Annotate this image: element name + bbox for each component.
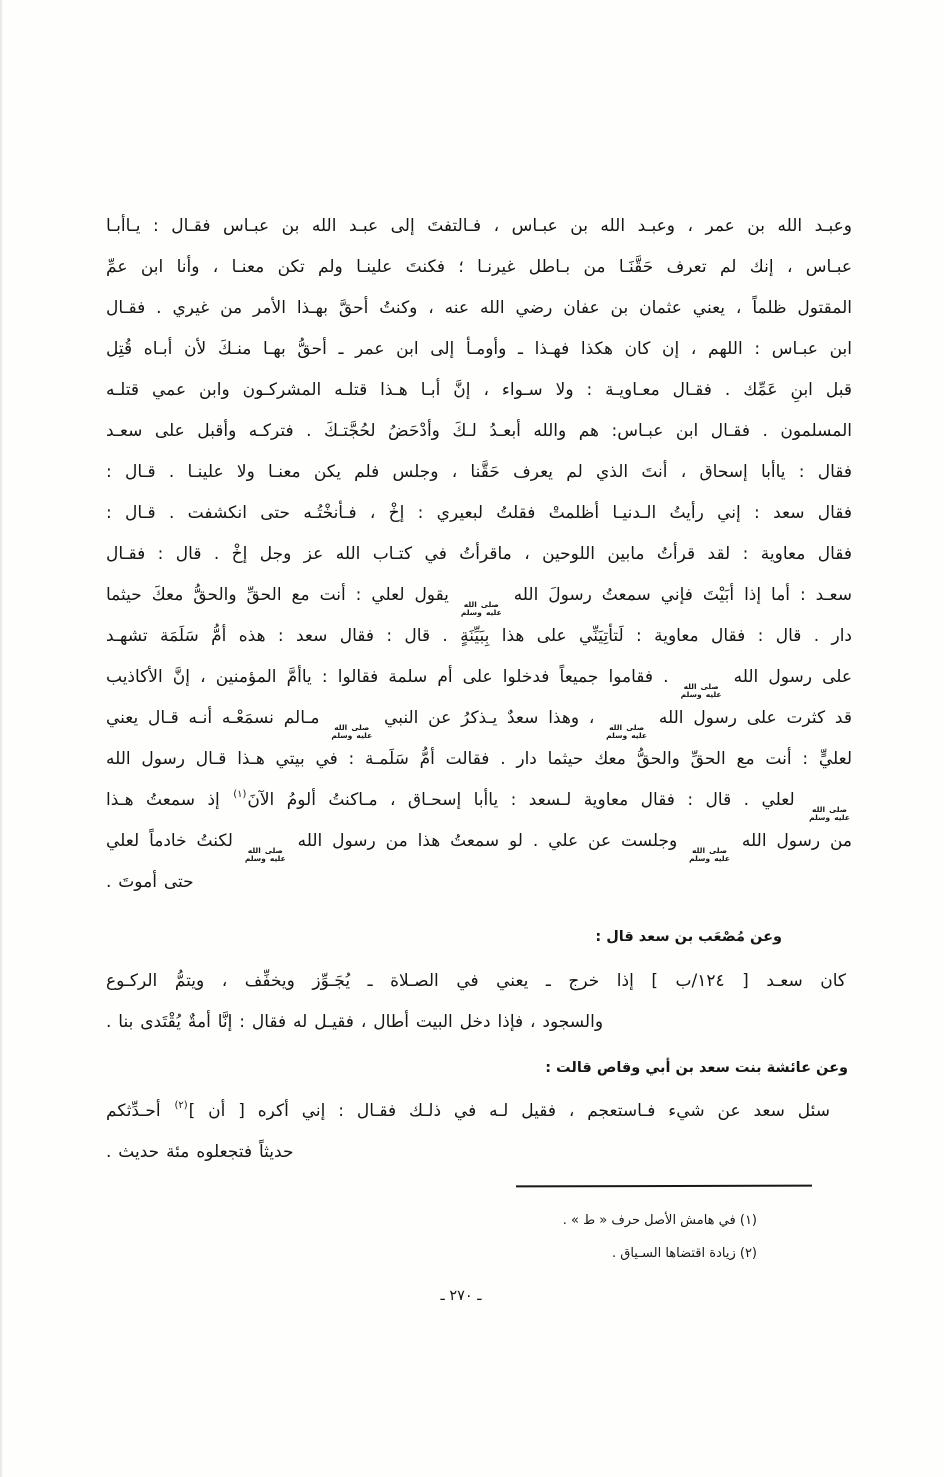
isnad-heading-aisha-bint-saad: وعن عائشة بنت سعد بن أبي وقاص قالت :	[545, 1060, 848, 1076]
salawat-seal-icon: صلى الله عليه وسلم	[689, 846, 730, 863]
paragraph-musab-narration	[106, 961, 852, 1043]
text-line: ابن عبـاس : اللهم ، إن كان هكذا فهـذا ـ وأومـأ إلى ابن عمر ـ أحقُّ بهـا منـكَ لأن أبـاه قُتِل	[106, 339, 852, 359]
salawat-seal-icon: صلى الله عليه وسلم	[809, 805, 850, 822]
salawat-seal-icon: صلى الله عليه وسلم	[606, 723, 648, 740]
text-line: عبـاس ، إنك لم تعرف حَقَّنَـا من بـاطل غيرنـا ؛ فكنتَ علينـا ولم تكن معنـا ، وأنا ابن عمِّ	[106, 257, 852, 277]
footnote-2: (٢) زيادة اقتضاها السـياق .	[611, 1246, 757, 1261]
footnote-reference-marker: (١)	[233, 789, 247, 800]
text-line: والسجود ، فإذا دخل البيت أطال ، فقيـل له فقال : إنَّا أمةٌ يُقْتَدى بنا .	[106, 1012, 604, 1032]
text-line: سعـد : أما إذا أبَيْتَ فإني سمعتُ رسولَ الله صلى الله عليه وسلم يقول لعلي : أنت مع الحقِّ والحقُّ معكَ حيثما	[106, 585, 852, 617]
footnote-reference-marker: (٢)	[174, 1100, 188, 1111]
text-line: المسلمون . فقـال ابن عبـاس: هم والله أبعـدُ لـكَ وأدْحَضُ لحُجَّتـكَ . فتركـه وأقبل على سعـد	[106, 421, 852, 441]
salawat-seal-icon: صلى الله عليه وسلم	[244, 846, 286, 863]
footnote-separator-rule	[516, 1185, 812, 1188]
page-number: ـ ٢٧٠ ـ	[440, 1288, 482, 1304]
text-line: وعبـد الله بن عمر ، وعبـد الله بن عبـاس ، فـالتفتَ إلى عبـد الله بن عبـاس فقـال : يـاأبـا	[106, 216, 852, 236]
text-line: دار . قال : فقال معاوية : لَتأتِيَنِّي على هذا بِبَيِّنَةٍ . قال : فقال سعد : هذه أمُّ سَلَمَة تشهـد	[106, 626, 852, 646]
salawat-seal-icon: صلى الله عليه وسلم	[460, 600, 502, 617]
isnad-heading-musab-ibn-saad: وعن مُصْعَب بن سعد قال :	[595, 929, 782, 945]
text-line: سئل سعد عن شيء فـاستعجم ، فقيل لـه في ذلـك فقـال : إني أكره [ أن ]$^{(٢)}$ أحـدِّثكم	[106, 1100, 830, 1121]
footnote-1: (١) في هامش الأصل حرف « ط » .	[562, 1213, 757, 1228]
text-line: لعليٍّ : أنت مع الحقِّ والحقُّ معك حيثما دار . فقالت أمُّ سَلَمـة : في بيتي هـذا قـال رسول الله	[106, 749, 852, 769]
text-line: قبل ابنِ عَمِّك . فقـال معـاويـة : ولا سـواء ، إنَّ أبـا هـذا قتلـه المشركـون وابن عمي قتلـه	[106, 380, 852, 400]
main-paragraph	[106, 206, 852, 903]
salawat-seal-icon: صلى الله عليه وسلم	[680, 682, 722, 699]
footnotes-block	[106, 1204, 852, 1270]
text-line: المقتول ظلماً ، يعني عثمان بن عفان رضي الله عنه ، وكنتُ أحقَّ بهـذا الأمر من غيري . فقـال	[106, 298, 852, 318]
text-line: فقال معاوية : لقد قرأتُ مابين اللوحين ، ماقرأتُ في كتـاب الله عز وجل إخْ . قال : فقـال	[106, 544, 852, 564]
paragraph-aisha-narration	[106, 1091, 852, 1173]
text-line: فقال : ياأبا إسحاق ، أنتَ الذي لم يعرف حَقَّنا ، وجلس فلم يكن معنـا ولا علينـا . قـال :	[106, 462, 852, 482]
text-line: قد كثرت على رسول الله صلى الله عليه وسلم ، وهذا سعدٌ يـذكرُ عن النبي صلى الله عليه وسلم مـالم نسمَعْـه أنـه قـال يعني	[106, 708, 852, 740]
text-line: حديثاً فتجعلوه مئة حديث .	[106, 1142, 294, 1162]
text-line: كان سعـد [ ١٢٤/ب ] إذا خرج ـ يعني في الصـلاة ـ يُجَـوِّز ويخفِّف ، ويتمُّ الركـوع	[106, 971, 846, 991]
text-line: فقال سعد : إني رأيتُ الـدنيـا أظلمتْ فقلتُ لبعيري : إخْ ، فـأنخْتُـه حتى انكشفت . قـال :	[106, 503, 852, 523]
salawat-seal-icon: صلى الله عليه وسلم	[331, 723, 373, 740]
scan-edge-shadow	[0, 0, 3, 1477]
text-line: من رسول الله صلى الله عليه وسلم وجلست عن علي . لو سمعتُ هذا من رسول الله صلى الله عليه وسلم لكنتُ خادماً لعلي	[106, 831, 852, 863]
text-line: حتى أموتَ .	[106, 872, 194, 892]
text-line: صلى الله عليه وسلم لعلي . قال : فقال معاوية لـسعد : ياأبا إسحـاق ، مـاكنتُ ألومُ الآنَ$^{(١)}$ إذ سمعتُ هـذا	[106, 789, 850, 822]
page-text-block	[106, 0, 852, 1477]
text-line: على رسول الله صلى الله عليه وسلم . فقاموا جميعاً فدخلوا على أم سلمة فقالوا : ياأمَّ المؤمنين ، إنَّ الأكاذيب	[106, 667, 853, 699]
